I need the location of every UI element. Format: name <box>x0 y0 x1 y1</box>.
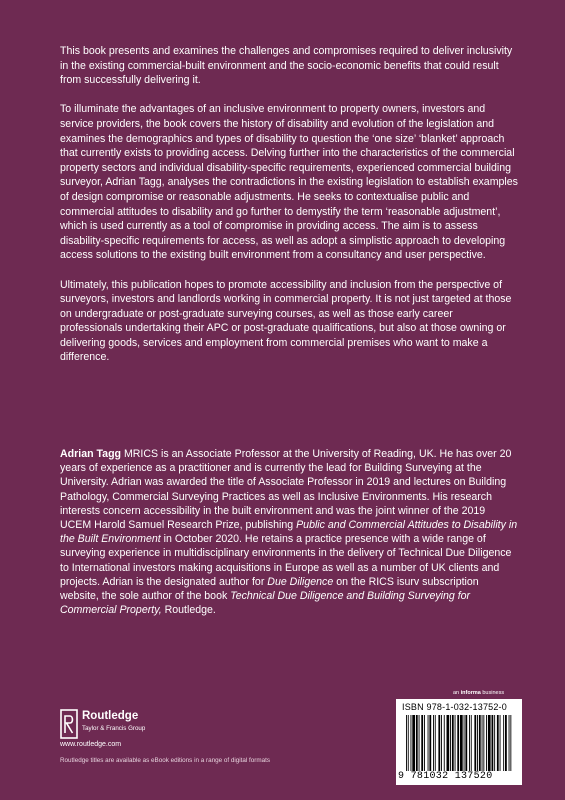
publisher-group: Taylor & Francis Group <box>82 725 146 732</box>
description-paragraph-3: Ultimately, this publication hopes to promote accessibility and inclusion from the perspective of surveyors, investors and landlords working in commercial property. It is not just targeted at those on undergraduate or post-graduate surveying courses, as well as those early career professionals undertaking their APC or post-graduate qualifications, but also at those owning or delivering goods, services and employment from commercial premises who want to make a difference. <box>60 278 512 364</box>
bio-text-2: in October 2020. He retains a practice presence with a wide range of surveying experience in multidisciplinary environments in the delivery of Technical Due Diligence to International investors making acquisitions in Europe as well as a number of UK clients and projects. Adrian is the designated author for <box>60 533 512 588</box>
publisher-website-link[interactable]: www.routledge.com <box>60 741 122 748</box>
bio-text-4: Routledge. <box>161 604 216 617</box>
isbn-label: ISBN 978-1-032-13752-0 <box>402 702 507 712</box>
informa-business-tag <box>453 690 504 696</box>
informa-brand: informa <box>460 690 481 696</box>
bio-text-3: on the RICS isurv subscription website, the sole author of the book <box>60 575 479 603</box>
bio-title-1: Public and Commercial Attitudes to Disability in the Built Environment <box>60 519 518 546</box>
bio-title-3: Technical Due Diligence and Building Surveying for Commercial Property, <box>60 590 471 617</box>
bio-title-2: Due Diligence <box>267 575 334 588</box>
author-bio <box>60 447 518 617</box>
bio-text-1: MRICS is an Associate Professor at the University of Reading, UK. He has over 20 years of experience as a practitioner and is currently the lead for Building Surveying at the University. Adrian was awarded the title of Associate Professor in 2019 and lectures on Building Pathology, Commercial Surveying Practices as well as Inclusive Environments. His research interests concern accessibility in the built environment and was the joint winner of the 2019 UCEM Harold Samuel Research Prize, publishing <box>60 448 512 532</box>
book-description <box>60 44 518 380</box>
author-bio-paragraph <box>60 447 518 617</box>
description-paragraph-1: This book presents and examines the challenges and compromises required to deliver inclusivity in the existing commercial-built environment and the socio-economic benefits that could result from successfully delivering it. <box>60 45 513 87</box>
informa-prefix: an <box>453 690 461 696</box>
barcode-icon <box>406 715 512 771</box>
informa-suffix: business <box>480 690 505 696</box>
routledge-logo-icon <box>60 709 78 739</box>
description-paragraph-2: To illuminate the advantages of an inclusive environment to property owners, investors and service providers, the book covers the history of disability and evolution of the legislation and examines the demographics and types of disability to question the ‘one size’ ‘blanket’ approach that currently exists to providing access. Delving further into the characteristics of the commercial property sectors and individual disability-specific requirements, experienced commercial building surveyor, Adrian Tagg, analyses the contradictions in the existing legislation to establish examples of design compromise or reasonable adjustments. He seeks to contextualise public and commercial attitudes to disability and go further to demystify the term ‘reasonable adjustment’, which is used currently as a tool of compromise in providing access. The aim is to assess disability-specific requirements for access, as well as adopt a simplistic approach to developing access solutions to the existing built environment from a consultancy and user perspective. <box>60 103 518 262</box>
barcode-number: 9 781032 137520 <box>398 771 493 782</box>
barcode-panel <box>396 699 522 785</box>
ebook-availability-note: Routledge titles are available as eBook editions in a range of digital formats <box>60 757 271 764</box>
author-name: Adrian Tagg <box>60 448 122 460</box>
publisher-name: Routledge <box>82 710 139 722</box>
